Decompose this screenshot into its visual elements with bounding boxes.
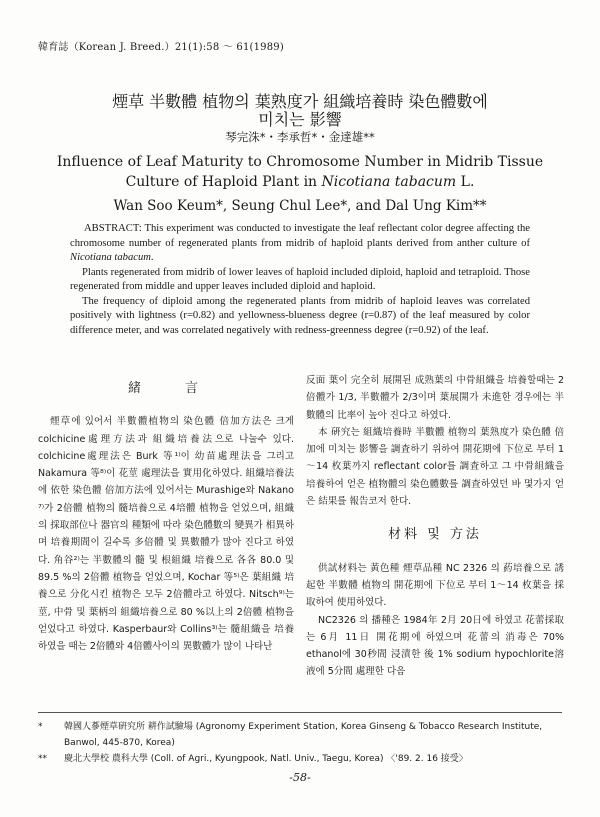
footnote-rule <box>38 712 562 713</box>
abstract-text-1a: : This experiment was conducted to investigate the leaf reflectant color degree affecting the chromosome number of regenerated plants from midrib of haploid plants derived from anther culture of <box>70 223 530 249</box>
introduction-paragraph: 煙草에 있어서 半數體植物의 染色體 倍加方法은 크게 colchicine處理方法과 組織培養法으로 나눌수 있다. colchicine處理法은 Burk 等¹⁾이 幼苗處理法을 그리고 Nakamura 等⁸⁾이 花莖 處理法을 實用化하였다. 組織培養法에 依한 染色體 倍加方法에 있어서는 Murashige와 Nakano ⁷⁾가 2倍體 植物의 髓培養으로 4培體 植物을 얻었으며, 組織의 採取部位나 器官의 種類에 따라 染色體數의 變異가 相異하며 培養期間이 길수록 多倍體 및 異數體가 많아 진다고 하였다. 角谷²⁾는 半數體의 髓 및 根組織 培養으로 各各 80.0 및 89.5 %의 2倍體 植物을 얻었으며, Kochar 等⁵⁾은 葉組織 培養으로 分化시킨 植物은 모두 2倍體라고 하였다. Nitsch⁹⁾는 莖, 中骨 및 葉柄의 組織培養으로 80 %以上의 2倍體 植物을 얻었다고 하였다. Kasperbaur와 Collins³⁾는 髓組織을 培養하였을 때는 2倍體와 4倍體사이의 異數體가 많이 나타난 <box>38 416 294 653</box>
abstract-text-1b: . <box>150 252 154 263</box>
abstract-paragraph-2: Plants regenerated from midrib of lower leaves of haploid included diploid, haploid and tetraploid. Those regenerated from middle and upper leaves included diploid and haploid. <box>70 266 530 292</box>
abstract-paragraph-1 <box>70 222 530 266</box>
footnote-mark: ** <box>38 754 47 764</box>
page-number: -58- <box>289 771 311 784</box>
footnote-text: 慶北大學校 農科大學 (Coll. of Agri., Kyungpook, Natl. Univ., Taegu, Korea) 〈'89. 2. 16 接受〉 <box>64 754 468 764</box>
footnote-affiliation-2 <box>38 751 568 767</box>
abstract-species: Nicotiana tabacum <box>70 252 151 263</box>
authors-korean: 琴完洙*・李承哲*・金達雄** <box>225 130 375 144</box>
footnote-mark: * <box>38 722 43 732</box>
title-korean-line-2: 미치는 影響 <box>258 110 342 129</box>
section-heading-methods: 材料 및 方法 <box>388 527 482 543</box>
introduction-purpose: 本 硏究는 組織培養時 半數體 植物의 葉熟度가 染色體 倍加에 미치는 影響을 調査하기 위하여 開花期에 下位로 부터 1～14 枚葉까지 reflectant color를 調査하고 그 中骨組織을 培養하여 얻은 植物體의 染色體數를 調査하였던 바 몇가지 얻은 結果를 報告코저 한다. <box>306 426 564 508</box>
title-english-line-2 <box>40 172 560 192</box>
section-heading-introduction: 緒 言 <box>127 381 204 396</box>
right-column <box>306 372 564 681</box>
abstract-label: ABSTRACT <box>84 223 139 234</box>
journal-header: 韓育誌（Korean J. Breed.）21(1):58 ～ 61(1989) <box>38 42 284 53</box>
title-english-line-1: Influence of Leaf Maturity to Chromosome Number in Midrib Tissue <box>56 154 544 170</box>
title-english-text: Culture of Haploid Plant in <box>125 174 322 190</box>
title-korean-line-1: 煙草 半數體 植物의 葉熟度가 組織培養時 染色體數에 <box>112 92 488 111</box>
title-english-species: Nicotiana tabacum <box>321 174 457 190</box>
abstract-paragraph-3: The frequency of diploid among the regenerated plants from midrib of haploid leaves was correlated positively with lightness (r=0.82) and yellowness-blueness degree (r=0.87) of the leaf measured by color difference meter, and was correlated negatively with redness-greenness degree (r=0.92) of the leaf. <box>70 295 530 336</box>
title-english-suffix: L. <box>456 174 475 190</box>
footnote-affiliation-1 <box>38 719 568 751</box>
methods-paragraph-1: 供試材料는 黃色種 煙草品種 NC 2326 의 葯培養으로 誘起한 半數體 植物의 開花期에 下位로 부터 1～14 枚葉을 採取하여 使用하였다. <box>306 562 564 609</box>
footnotes <box>38 719 568 767</box>
footnote-text: 韓國人蔘煙草硏究所 耕作試驗場 (Agronomy Experiment Station, Korea Ginseng & Tobacco Research Institute, Banwol, 445-870, Korea) <box>64 722 543 748</box>
abstract <box>70 222 530 338</box>
methods-paragraph-2: NC2326 의 播種은 1984年 2月 20日에 하였고 花蕾採取는 6月 11日 開花期에 하였으며 花蕾의 消毒은 70% ethanol에 30秒間 浸漬한 後 1% sodium hypochlorite溶液에 5分間 處理한 다음 <box>306 614 564 678</box>
authors-english: Wan Soo Keum*, Seung Chul Lee*, and Dal Ung Kim** <box>113 198 487 214</box>
introduction-continued: 反面 葉이 完全히 展開된 成熟葉의 中骨組織을 培養할때는 2倍體가 1/3, 半數體가 2/3이며 葉展開가 未進한 경우에는 半數體의 比率이 높아 진다고 하였다. <box>306 375 564 421</box>
left-column <box>38 372 294 655</box>
